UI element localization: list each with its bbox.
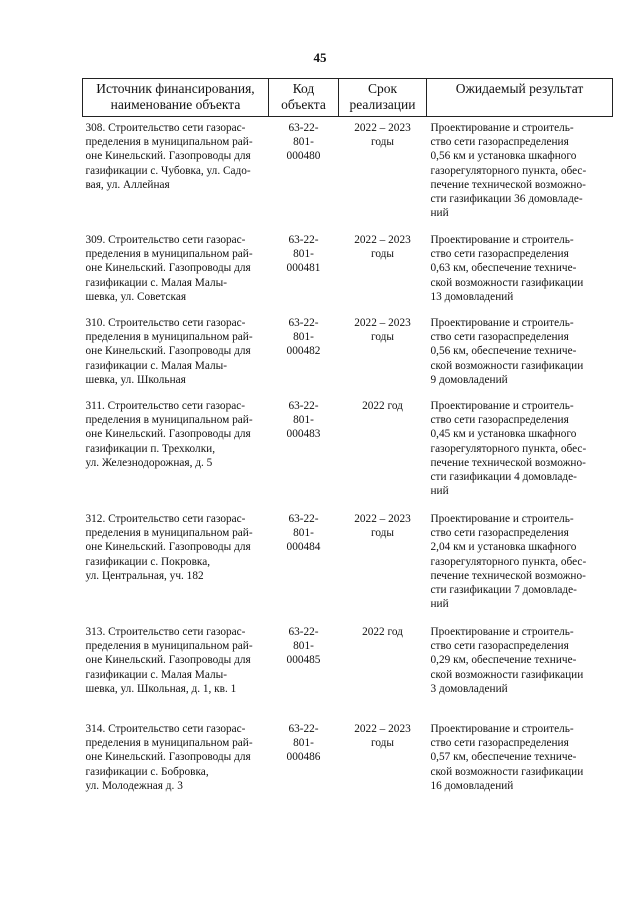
row-source: 308. Строительство сети газорас- пределения в муниципальном рай- оне Кинельский. Газопроводы для газификации с. Чубовка, ул. Садо- вая, ул. Аллейная bbox=[85, 122, 253, 191]
row-result: Проектирование и строитель- ство сети газораспределения 2,04 км и установка шкафного газорегуляторного пункта, обес- печение технической возможно- сти газификации 7 домовладе- ний bbox=[430, 513, 587, 611]
table-row bbox=[83, 399, 613, 512]
row-source: 310. Строительство сети газорас- пределения в муниципальном рай- оне Кинельский. Газопроводы для газификации с. Малая Малы- шевка, ул. Школьная bbox=[85, 317, 253, 386]
header-source: Источник финансирования, наименование объекта bbox=[83, 79, 269, 117]
row-code: 63-22- 801- 000485 bbox=[286, 626, 321, 667]
table-row bbox=[83, 625, 613, 722]
row-result: Проектирование и строитель- ство сети газораспределения 0,45 км и установка шкафного газорегуляторного пункта, обес- печение технической возможно- сти газификации 4 домовладе- ний bbox=[430, 400, 587, 498]
row-term: 2022 – 2023 годы bbox=[354, 513, 411, 540]
financing-table bbox=[82, 78, 613, 806]
row-code: 63-22- 801- 000481 bbox=[286, 234, 321, 275]
row-code: 63-22- 801- 000482 bbox=[286, 317, 321, 358]
row-term: 2022 – 2023 годы bbox=[354, 723, 411, 750]
row-term: 2022 – 2023 годы bbox=[354, 122, 411, 149]
row-term: 2022 год bbox=[362, 626, 403, 638]
row-code: 63-22- 801- 000486 bbox=[286, 723, 321, 764]
row-source: 312. Строительство сети газорас- пределения в муниципальном рай- оне Кинельский. Газопроводы для газификации с. Покровка, ул. Центральная, уч. 182 bbox=[85, 513, 253, 582]
table-row bbox=[83, 233, 613, 316]
row-result: Проектирование и строитель- ство сети газораспределения 0,56 км и установка шкафного газорегуляторного пункта, обес- печение технической возможно- сти газификации 36 домовладе- ний bbox=[430, 122, 587, 220]
row-term: 2022 – 2023 годы bbox=[354, 234, 411, 261]
table-row bbox=[83, 316, 613, 399]
row-code: 63-22- 801- 000484 bbox=[286, 513, 321, 554]
row-source: 313. Строительство сети газорас- пределения в муниципальном рай- оне Кинельский. Газопроводы для газификации с. Малая Малы- шевка, ул. Школьная, д. 1, кв. 1 bbox=[85, 626, 253, 695]
row-source: 309. Строительство сети газорас- пределения в муниципальном рай- оне Кинельский. Газопроводы для газификации с. Малая Малы- шевка, ул. Советская bbox=[85, 234, 253, 303]
table-header-row bbox=[83, 79, 613, 117]
table-row bbox=[83, 512, 613, 625]
header-result: Ожидаемый результат bbox=[427, 79, 613, 117]
row-code: 63-22- 801- 000480 bbox=[286, 122, 321, 163]
row-result: Проектирование и строитель- ство сети газораспределения 0,56 км, обеспечение техниче- ской возможности газификации 9 домовладений bbox=[430, 317, 584, 386]
header-term: Срок реализации bbox=[339, 79, 427, 117]
row-source: 311. Строительство сети газорас- пределения в муниципальном рай- оне Кинельский. Газопроводы для газификации п. Трехколки, ул. Железнодорожная, д. 5 bbox=[85, 400, 253, 469]
header-code: Код объекта bbox=[269, 79, 339, 117]
row-result: Проектирование и строитель- ство сети газораспределения 0,57 км, обеспечение техниче- ской возможности газификации 16 домовладений bbox=[430, 723, 584, 792]
row-term: 2022 – 2023 годы bbox=[354, 317, 411, 344]
row-result: Проектирование и строитель- ство сети газораспределения 0,63 км, обеспечение техниче- ской возможности газификации 13 домовладений bbox=[430, 234, 584, 303]
table-row bbox=[83, 121, 613, 233]
row-code: 63-22- 801- 000483 bbox=[286, 400, 321, 441]
table-row bbox=[83, 722, 613, 806]
row-term: 2022 год bbox=[362, 400, 403, 412]
page-number: 45 bbox=[313, 50, 327, 65]
row-source: 314. Строительство сети газорас- пределения в муниципальном рай- оне Кинельский. Газопроводы для газификации с. Бобровка, ул. Молодежная д. 3 bbox=[85, 723, 253, 792]
row-result: Проектирование и строитель- ство сети газораспределения 0,29 км, обеспечение техниче- ской возможности газификации 3 домовладений bbox=[430, 626, 584, 695]
